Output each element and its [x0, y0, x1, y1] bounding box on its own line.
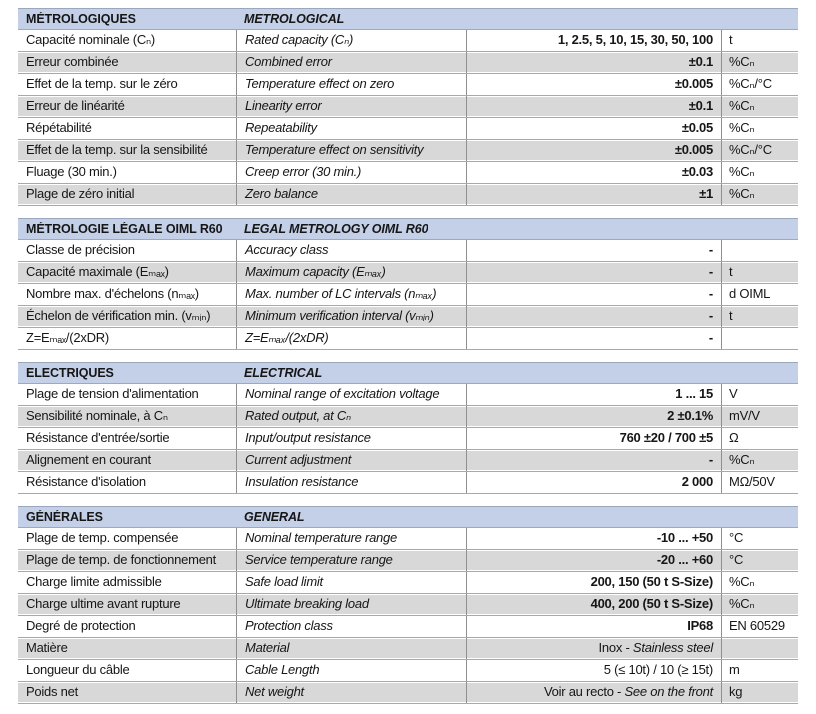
spec-value-main: 760 ±20 / 700 ±5	[619, 430, 713, 445]
spec-label-en: Zero balance	[236, 184, 466, 205]
spec-row	[18, 572, 798, 594]
spec-label-en: Ultimate breaking load	[236, 594, 466, 615]
spec-label-en: Z=Eₘₐₓ/(2xDR)	[236, 328, 466, 349]
spec-row	[18, 52, 798, 74]
spec-label-fr: Effet de la temp. sur le zéro	[26, 76, 178, 91]
spec-label-fr: Longueur du câble	[26, 662, 130, 677]
spec-unit: Ω	[721, 428, 798, 449]
spec-label-fr: Matière	[26, 640, 68, 655]
spec-unit: °C	[721, 550, 798, 571]
spec-label-en: Temperature effect on sensitivity	[236, 140, 466, 161]
spec-label-en: Temperature effect on zero	[236, 74, 466, 95]
section-title-fr: GÉNÉRALES	[26, 510, 103, 524]
spec-value-main: ±0.1	[688, 54, 713, 69]
section-header	[18, 506, 798, 528]
spec-unit: %Cₙ	[721, 52, 798, 73]
spec-unit: MΩ/50V	[721, 472, 798, 493]
spec-value-main: ±1	[699, 186, 713, 201]
spec-row	[18, 306, 798, 328]
spec-label-en: Rated output, at Cₙ	[236, 406, 466, 427]
spec-value	[466, 406, 721, 427]
spec-unit: V	[721, 384, 798, 405]
spec-unit: d OIML	[721, 284, 798, 305]
spec-label-en: Insulation resistance	[236, 472, 466, 493]
spec-unit: %Cₙ	[721, 184, 798, 205]
spec-value-main: 2 ±0.1%	[667, 408, 713, 423]
spec-value	[466, 30, 721, 51]
spec-label-fr: Répétabilité	[26, 120, 92, 135]
spec-value-main: 400, 200 (50 t S-Size)	[590, 596, 713, 611]
spec-label-fr: Effet de la temp. sur la sensibilité	[26, 142, 208, 157]
spec-row	[18, 594, 798, 616]
spec-label-en: Creep error (30 min.)	[236, 162, 466, 183]
spec-label-fr: Poids net	[26, 684, 78, 699]
spec-label-fr: Plage de zéro initial	[26, 186, 135, 201]
spec-row	[18, 118, 798, 140]
spec-value	[466, 306, 721, 327]
spec-label-fr: Plage de tension d'alimentation	[26, 386, 199, 401]
section-header	[18, 218, 798, 240]
spec-label-en: Cable Length	[236, 660, 466, 681]
spec-value-main: 1, 2.5, 5, 10, 15, 30, 50, 100	[557, 32, 713, 47]
spec-row	[18, 262, 798, 284]
spec-value-main: -20 ... +60	[656, 552, 713, 567]
spec-unit: mV/V	[721, 406, 798, 427]
spec-label-fr: Alignement en courant	[26, 452, 151, 467]
spec-row	[18, 284, 798, 306]
spec-value-main: ±0.03	[681, 164, 713, 179]
spec-value	[466, 52, 721, 73]
spec-value	[466, 682, 721, 703]
spec-label-fr: Erreur combinée	[26, 54, 119, 69]
spec-label-en: Minimum verification interval (vₘᵢₙ)	[236, 306, 466, 327]
spec-value	[466, 284, 721, 305]
spec-label-en: Max. number of LC intervals (nₘₐₓ)	[236, 284, 466, 305]
spec-value	[466, 74, 721, 95]
spec-value-main: 1 ... 15	[675, 386, 713, 401]
spec-row	[18, 472, 798, 494]
section-rows	[18, 528, 798, 704]
spec-unit	[721, 240, 798, 261]
spec-unit: EN 60529	[721, 616, 798, 637]
section-title-fr: MÉTROLOGIQUES	[26, 12, 136, 26]
spec-table	[18, 8, 798, 704]
spec-value-main: 5 (≤ 10t) / 10 (≥ 15t)	[603, 662, 713, 677]
spec-unit: %Cₙ	[721, 594, 798, 615]
spec-label-fr: Charge limite admissible	[26, 574, 162, 589]
section-header	[18, 362, 798, 384]
spec-label-en: Safe load limit	[236, 572, 466, 593]
spec-value-main: ±0.005	[674, 76, 713, 91]
spec-row	[18, 30, 798, 52]
spec-value	[466, 472, 721, 493]
spec-label-fr: Échelon de vérification min. (vₘᵢₙ)	[26, 308, 211, 323]
spec-label-en: Repeatability	[236, 118, 466, 139]
spec-value	[466, 162, 721, 183]
spec-row	[18, 528, 798, 550]
section-title-en: METROLOGICAL	[244, 12, 345, 26]
spec-label-en: Current adjustment	[236, 450, 466, 471]
section-title-en: LEGAL METROLOGY OIML R60	[244, 222, 429, 236]
spec-row	[18, 140, 798, 162]
spec-row	[18, 162, 798, 184]
spec-row	[18, 74, 798, 96]
spec-value-italic: Stainless steel	[632, 640, 713, 655]
spec-label-en: Accuracy class	[236, 240, 466, 261]
spec-value-main: -	[708, 452, 713, 467]
spec-row	[18, 638, 798, 660]
spec-value-main: 200, 150 (50 t S-Size)	[590, 574, 713, 589]
spec-value-italic: See on the front	[624, 684, 713, 699]
spec-unit: %Cₙ	[721, 118, 798, 139]
spec-value	[466, 528, 721, 549]
spec-value	[466, 616, 721, 637]
spec-label-fr: Classe de précision	[26, 242, 135, 257]
spec-unit: %Cₙ	[721, 162, 798, 183]
spec-label-fr: Plage de temp. de fonctionnement	[26, 552, 217, 567]
spec-row	[18, 406, 798, 428]
spec-unit: %Cₙ	[721, 96, 798, 117]
spec-label-fr: Charge ultime avant rupture	[26, 596, 181, 611]
spec-row	[18, 660, 798, 682]
spec-value-main: -	[708, 330, 713, 345]
spec-section	[18, 8, 798, 206]
spec-label-fr: Capacité maximale (Eₘₐₓ)	[26, 264, 169, 279]
spec-label-en: Material	[236, 638, 466, 659]
spec-unit: %Cₙ/°C	[721, 74, 798, 95]
spec-value	[466, 572, 721, 593]
spec-label-en: Nominal temperature range	[236, 528, 466, 549]
spec-value-main: Inox -	[598, 640, 633, 655]
spec-label-fr: Degré de protection	[26, 618, 136, 633]
spec-value-main: ±0.1	[688, 98, 713, 113]
spec-value	[466, 140, 721, 161]
section-title-fr: MÉTROLOGIE LÉGALE OIML R60	[26, 222, 223, 236]
spec-unit: %Cₙ/°C	[721, 140, 798, 161]
spec-value-main: 2 000	[681, 474, 713, 489]
spec-label-en: Input/output resistance	[236, 428, 466, 449]
spec-value-main: Voir au recto -	[543, 684, 625, 699]
spec-value	[466, 96, 721, 117]
spec-unit: %Cₙ	[721, 450, 798, 471]
spec-unit	[721, 328, 798, 349]
spec-value-main: -	[708, 242, 713, 257]
spec-unit: t	[721, 30, 798, 51]
spec-label-fr: Erreur de linéarité	[26, 98, 125, 113]
spec-unit	[721, 638, 798, 659]
spec-unit: °C	[721, 528, 798, 549]
spec-unit: t	[721, 306, 798, 327]
section-title-en: ELECTRICAL	[244, 366, 323, 380]
spec-value-main: ±0.05	[681, 120, 713, 135]
section-rows	[18, 384, 798, 494]
spec-label-en: Service temperature range	[236, 550, 466, 571]
section-title-en: GENERAL	[244, 510, 305, 524]
spec-value	[466, 240, 721, 261]
spec-value	[466, 638, 721, 659]
spec-value	[466, 328, 721, 349]
spec-value	[466, 550, 721, 571]
spec-value	[466, 118, 721, 139]
spec-label-fr: Résistance d'isolation	[26, 474, 146, 489]
spec-row	[18, 328, 798, 350]
spec-unit: %Cₙ	[721, 572, 798, 593]
spec-label-fr: Nombre max. d'échelons (nₘₐₓ)	[26, 286, 199, 301]
spec-section	[18, 362, 798, 494]
spec-unit: kg	[721, 682, 798, 703]
spec-value-main: -	[708, 286, 713, 301]
spec-label-en: Protection class	[236, 616, 466, 637]
spec-label-fr: Fluage (30 min.)	[26, 164, 117, 179]
spec-label-fr: Sensibilité nominale, à Cₙ	[26, 408, 168, 423]
spec-value	[466, 594, 721, 615]
spec-section	[18, 218, 798, 350]
spec-label-fr: Z=Eₘₐₓ/(2xDR)	[26, 330, 109, 345]
section-rows	[18, 30, 798, 206]
spec-value-main: -10 ... +50	[656, 530, 713, 545]
spec-row	[18, 616, 798, 638]
spec-unit: m	[721, 660, 798, 681]
section-header	[18, 8, 798, 30]
spec-label-en: Nominal range of excitation voltage	[236, 384, 466, 405]
spec-value	[466, 262, 721, 283]
spec-row	[18, 550, 798, 572]
spec-row	[18, 682, 798, 704]
spec-value	[466, 428, 721, 449]
spec-value-main: -	[708, 264, 713, 279]
spec-row	[18, 240, 798, 262]
spec-label-en: Net weight	[236, 682, 466, 703]
spec-section	[18, 506, 798, 704]
spec-label-en: Combined error	[236, 52, 466, 73]
spec-row	[18, 450, 798, 472]
spec-label-fr: Résistance d'entrée/sortie	[26, 430, 170, 445]
section-title-fr: ELECTRIQUES	[26, 366, 114, 380]
spec-value	[466, 384, 721, 405]
section-rows	[18, 240, 798, 350]
spec-value	[466, 450, 721, 471]
spec-row	[18, 384, 798, 406]
spec-value	[466, 184, 721, 205]
spec-value	[466, 660, 721, 681]
spec-label-en: Rated capacity (Cₙ)	[236, 30, 466, 51]
spec-label-en: Linearity error	[236, 96, 466, 117]
spec-value-main: IP68	[687, 618, 713, 633]
spec-row	[18, 428, 798, 450]
spec-unit: t	[721, 262, 798, 283]
spec-label-fr: Plage de temp. compensée	[26, 530, 179, 545]
spec-row	[18, 96, 798, 118]
spec-label-fr: Capacité nominale (Cₙ)	[26, 32, 156, 47]
spec-value-main: -	[708, 308, 713, 323]
spec-row	[18, 184, 798, 206]
spec-label-en: Maximum capacity (Eₘₐₓ)	[236, 262, 466, 283]
spec-value-main: ±0.005	[674, 142, 713, 157]
